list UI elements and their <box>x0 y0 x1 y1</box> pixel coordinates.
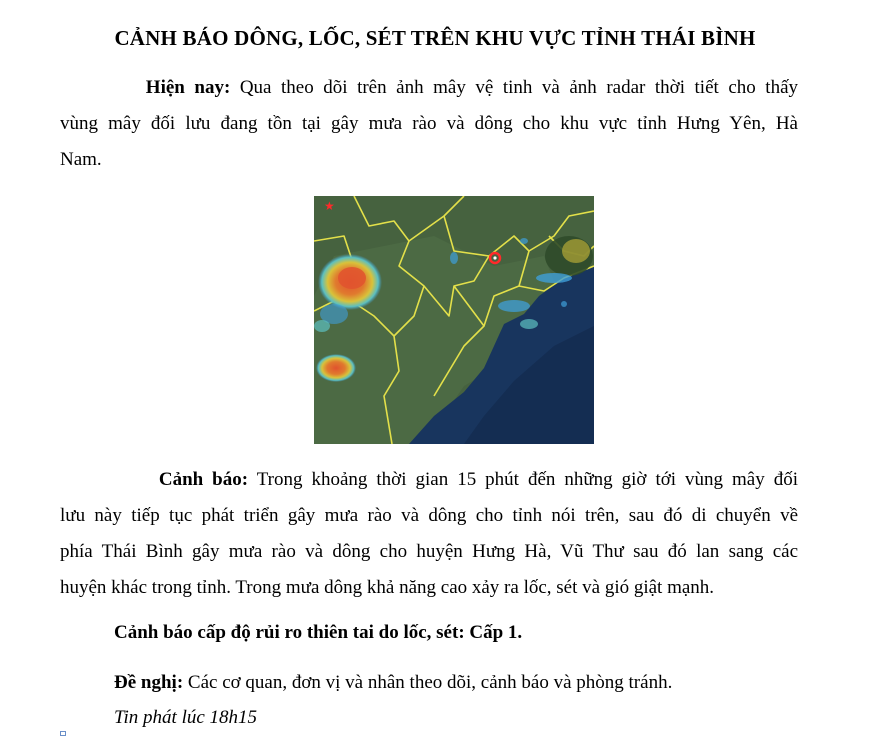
radar-map-graphic <box>314 196 594 444</box>
current-text-1: Qua theo dõi trên ảnh mây vệ tinh và ảnh radar thời tiết cho thấy <box>239 77 799 98</box>
warning-line-2: lưu này tiếp tục phát triển gây mưa rào và dông cho tỉnh nói trên, sau đó di chuyển về <box>60 505 798 526</box>
star-marker-icon: ★ <box>324 199 335 213</box>
anchor-marker-icon <box>60 731 66 736</box>
warning-paragraph <box>60 462 798 606</box>
advice-label: Đề nghị: <box>114 672 184 693</box>
warning-line-3: phía Thái Bình gây mưa rào và dông cho huyện Hưng Hà, Vũ Thư sau đó lan sang các <box>60 541 798 562</box>
warning-line-4: huyện khác trong tỉnh. Trong mưa dông khả năng cao xảy ra lốc, sét và gió giật mạnh. <box>60 577 715 598</box>
risk-level-text: Cảnh báo cấp độ rủi ro thiên tai do lốc, sét: Cấp 1. <box>114 622 523 643</box>
radar-map-image <box>314 196 594 444</box>
advice-paragraph <box>114 672 672 694</box>
issued-time-text: Tin phát lúc 18h15 <box>114 707 258 728</box>
current-situation-paragraph <box>60 70 798 178</box>
warning-text-1: Trong khoảng thời gian 15 phút đến những giờ tới vùng mây đối <box>256 469 799 490</box>
current-line-2: vùng mây đối lưu đang tồn tại gây mưa rào và dông cho khu vực tỉnh Hưng Yên, Hà <box>60 113 798 134</box>
advice-text: Các cơ quan, đơn vị và nhân theo dõi, cảnh báo và phòng tránh. <box>187 672 673 693</box>
current-label: Hiện nay: <box>145 77 231 98</box>
document-title: CẢNH BÁO DÔNG, LỐC, SÉT TRÊN KHU VỰC TỈNH THÁI BÌNH <box>114 26 756 50</box>
warning-line-1 <box>60 462 798 498</box>
current-line-1 <box>60 70 798 106</box>
warning-label: Cảnh báo: <box>158 469 249 490</box>
current-line-3: Nam. <box>60 149 102 170</box>
